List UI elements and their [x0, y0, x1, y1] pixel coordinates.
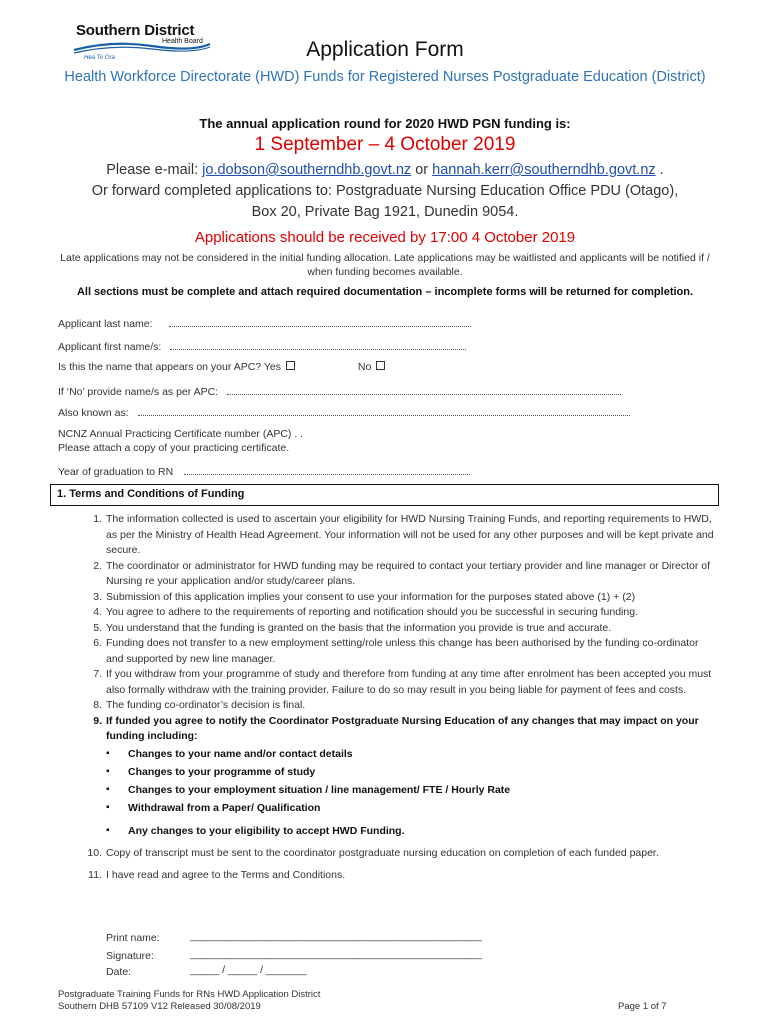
footer-page-number: Page 1 of 7 [618, 1001, 667, 1012]
term-item [58, 559, 718, 590]
contact-suffix: . [655, 162, 664, 178]
grad-year-field[interactable] [58, 464, 470, 478]
logo-tagline: Hea To Ora [84, 55, 115, 61]
term-item [58, 590, 718, 606]
term-text: The information collected is used to ascertain your eligibility for HWD Nursing Training Funds, and reporting requirements to HWD, as per the Ministry of Health Head Agreement. Your information will not be used for any other purposes and will be kept private and secure. [106, 513, 714, 556]
term-item [58, 667, 718, 698]
term-number: 5. [93, 621, 102, 634]
term-text: Copy of transcript must be sent to the coordinator postgraduate nursing education on completion of each funded paper. [106, 846, 659, 859]
grad-year-label: Year of graduation to RN [58, 466, 174, 478]
if-no-field[interactable] [58, 384, 621, 398]
first-name-field[interactable] [58, 339, 466, 353]
signature-label: Signature: [106, 950, 154, 962]
page-subtitle: Health Workforce Directorate (HWD) Funds for Registered Nurses Postgraduate Education (District) [64, 69, 706, 85]
all-sections-notice: All sections must be complete and attach required documentation – incomplete forms will be returned for completion. [76, 286, 694, 298]
term-text: I have read and agree to the Terms and Conditions. [106, 869, 346, 881]
first-name-line[interactable] [170, 339, 466, 350]
footer-line-1: Postgraduate Training Funds for RNs HWD Application District [58, 989, 321, 1000]
term-number: 4. [93, 606, 102, 618]
grad-year-line[interactable] [184, 464, 470, 475]
term-text: Funding does not transfer to a new employment setting/role unless this change has been authorised by the funding co-ordinator and supported by new line manager. [106, 637, 699, 665]
term-text: Submission of this application implies your consent to use your information for the purposes stated above (1) + (2) [106, 590, 636, 603]
date-line[interactable]: _____ / _____ / _______ [190, 964, 307, 976]
aka-label: Also known as: [58, 407, 129, 419]
bullet-item: ▪ Changes to your name and/or contact details [128, 745, 718, 763]
term-number: 8. [93, 699, 102, 711]
logo-name: Southern District [76, 22, 195, 39]
contact-prefix: Please e-mail: [106, 162, 203, 178]
term-text: The coordinator or administrator for HWD funding may be required to contact your tertiary provider and line manager or Director of Nursing re your application and/or study/career plans. [106, 559, 711, 587]
date-label: Date: [106, 966, 132, 978]
apc-yes-checkbox[interactable] [286, 361, 295, 370]
attach-note [58, 442, 289, 454]
deadline-notice: Applications should be received by 17:00 4 October 2019 [194, 229, 576, 246]
email-link-1[interactable]: jo.dobson@southerndhb.govt.nz [202, 162, 412, 178]
term-item [58, 714, 718, 745]
apc-question-label: Is this the name that appears on your APC? Yes [58, 361, 281, 373]
signature-line[interactable]: __________________________________________________ [190, 948, 482, 960]
term-text: You understand that the funding is granted on the basis that the information you provide is true and accurate. [106, 621, 612, 634]
bullet-item: ▪ Changes to your employment situation / line management/ FTE / Hourly Rate [128, 781, 718, 799]
bullet-item: ▪ Withdrawal from a Paper/ Qualification [128, 799, 718, 817]
term-number: 9. [93, 714, 102, 727]
term-item [58, 636, 718, 667]
email-link-2[interactable]: hannah.kerr@southerndhb.govt.nz [432, 162, 656, 178]
terms-list [58, 512, 718, 884]
page-title: Application Form [306, 38, 464, 61]
aka-line[interactable] [138, 405, 630, 416]
last-name-line[interactable] [169, 316, 471, 327]
funding-changes-list [128, 745, 718, 840]
term-item [58, 621, 718, 637]
term-number: 3. [93, 590, 102, 603]
late-applications-note: Late applications may not be considered in the initial funding allocation. Late applications may be waitlisted and applicants will be notified if / when funding becomes available. [60, 252, 710, 278]
last-name-field[interactable] [58, 316, 471, 330]
bullet-item: ▪ Changes to your programme of study [128, 763, 718, 781]
attach-label: Please attach a copy of your practicing certificate. [58, 442, 290, 454]
section-1-title: 1. Terms and Conditions of Funding [57, 488, 245, 500]
apc-name-question [58, 361, 385, 373]
logo-sub: Health Board [162, 38, 203, 45]
round-label: The annual application round for 2020 HWD PGN funding is: [199, 116, 571, 131]
term-item [58, 868, 718, 884]
term-text: The funding co-ordinator’s decision is final. [106, 699, 306, 711]
term-text: If you withdraw from your programme of study and therefore from funding at any time after enrolment has been accepted you must also formally withdraw with the training provider. Failure to do so may result in you being liable for payment of fees and costs. [106, 668, 712, 696]
forward-address: Or forward completed applications to: Postgraduate Nursing Education Office PDU (Otago), Box 20, Private Bag 1921, Dunedin 9054. [91, 183, 679, 220]
print-name-line[interactable]: __________________________________________________ [190, 930, 482, 942]
print-name-label: Print name: [106, 932, 160, 944]
footer-doc-info [58, 989, 320, 1013]
apc-no-checkbox[interactable] [376, 361, 385, 370]
if-no-line[interactable] [227, 384, 621, 395]
footer-line-2: Southern DHB 57109 V12 Released 30/08/2019 [58, 1001, 261, 1012]
term-text: If funded you agree to notify the Coordinator Postgraduate Nursing Education of any changes that may impact on your funding including: [106, 714, 699, 742]
apc-no-label: No [357, 361, 372, 373]
term-number: 11. [88, 869, 102, 881]
term-number: 7. [93, 668, 102, 680]
aka-field[interactable] [58, 405, 630, 419]
term-number: 10. [87, 846, 102, 859]
term-item [58, 512, 718, 559]
first-name-label: Applicant first name/s: [58, 341, 162, 353]
contact-block [0, 160, 770, 223]
term-item [58, 698, 718, 714]
if-no-label: If ‘No’ provide name/s as per APC: [58, 386, 219, 398]
term-number: 2. [93, 559, 102, 572]
ncnz-label: NCNZ Annual Practicing Certificate number (APC) . . [58, 428, 304, 440]
contact-or: or [411, 162, 433, 178]
term-item [58, 846, 718, 862]
term-number: 1. [93, 513, 102, 525]
round-dates: 1 September – 4 October 2019 [254, 134, 516, 155]
term-item [58, 605, 718, 621]
last-name-label: Applicant last name: [58, 318, 153, 330]
section-1-header [50, 484, 719, 506]
ncnz-field[interactable] [58, 428, 303, 440]
bullet-item: ▪ Any changes to your eligibility to accept HWD Funding. [128, 822, 718, 840]
term-number: 6. [93, 637, 102, 649]
term-text: You agree to adhere to the requirements of reporting and notification should you be successful in securing funding. [106, 606, 638, 618]
